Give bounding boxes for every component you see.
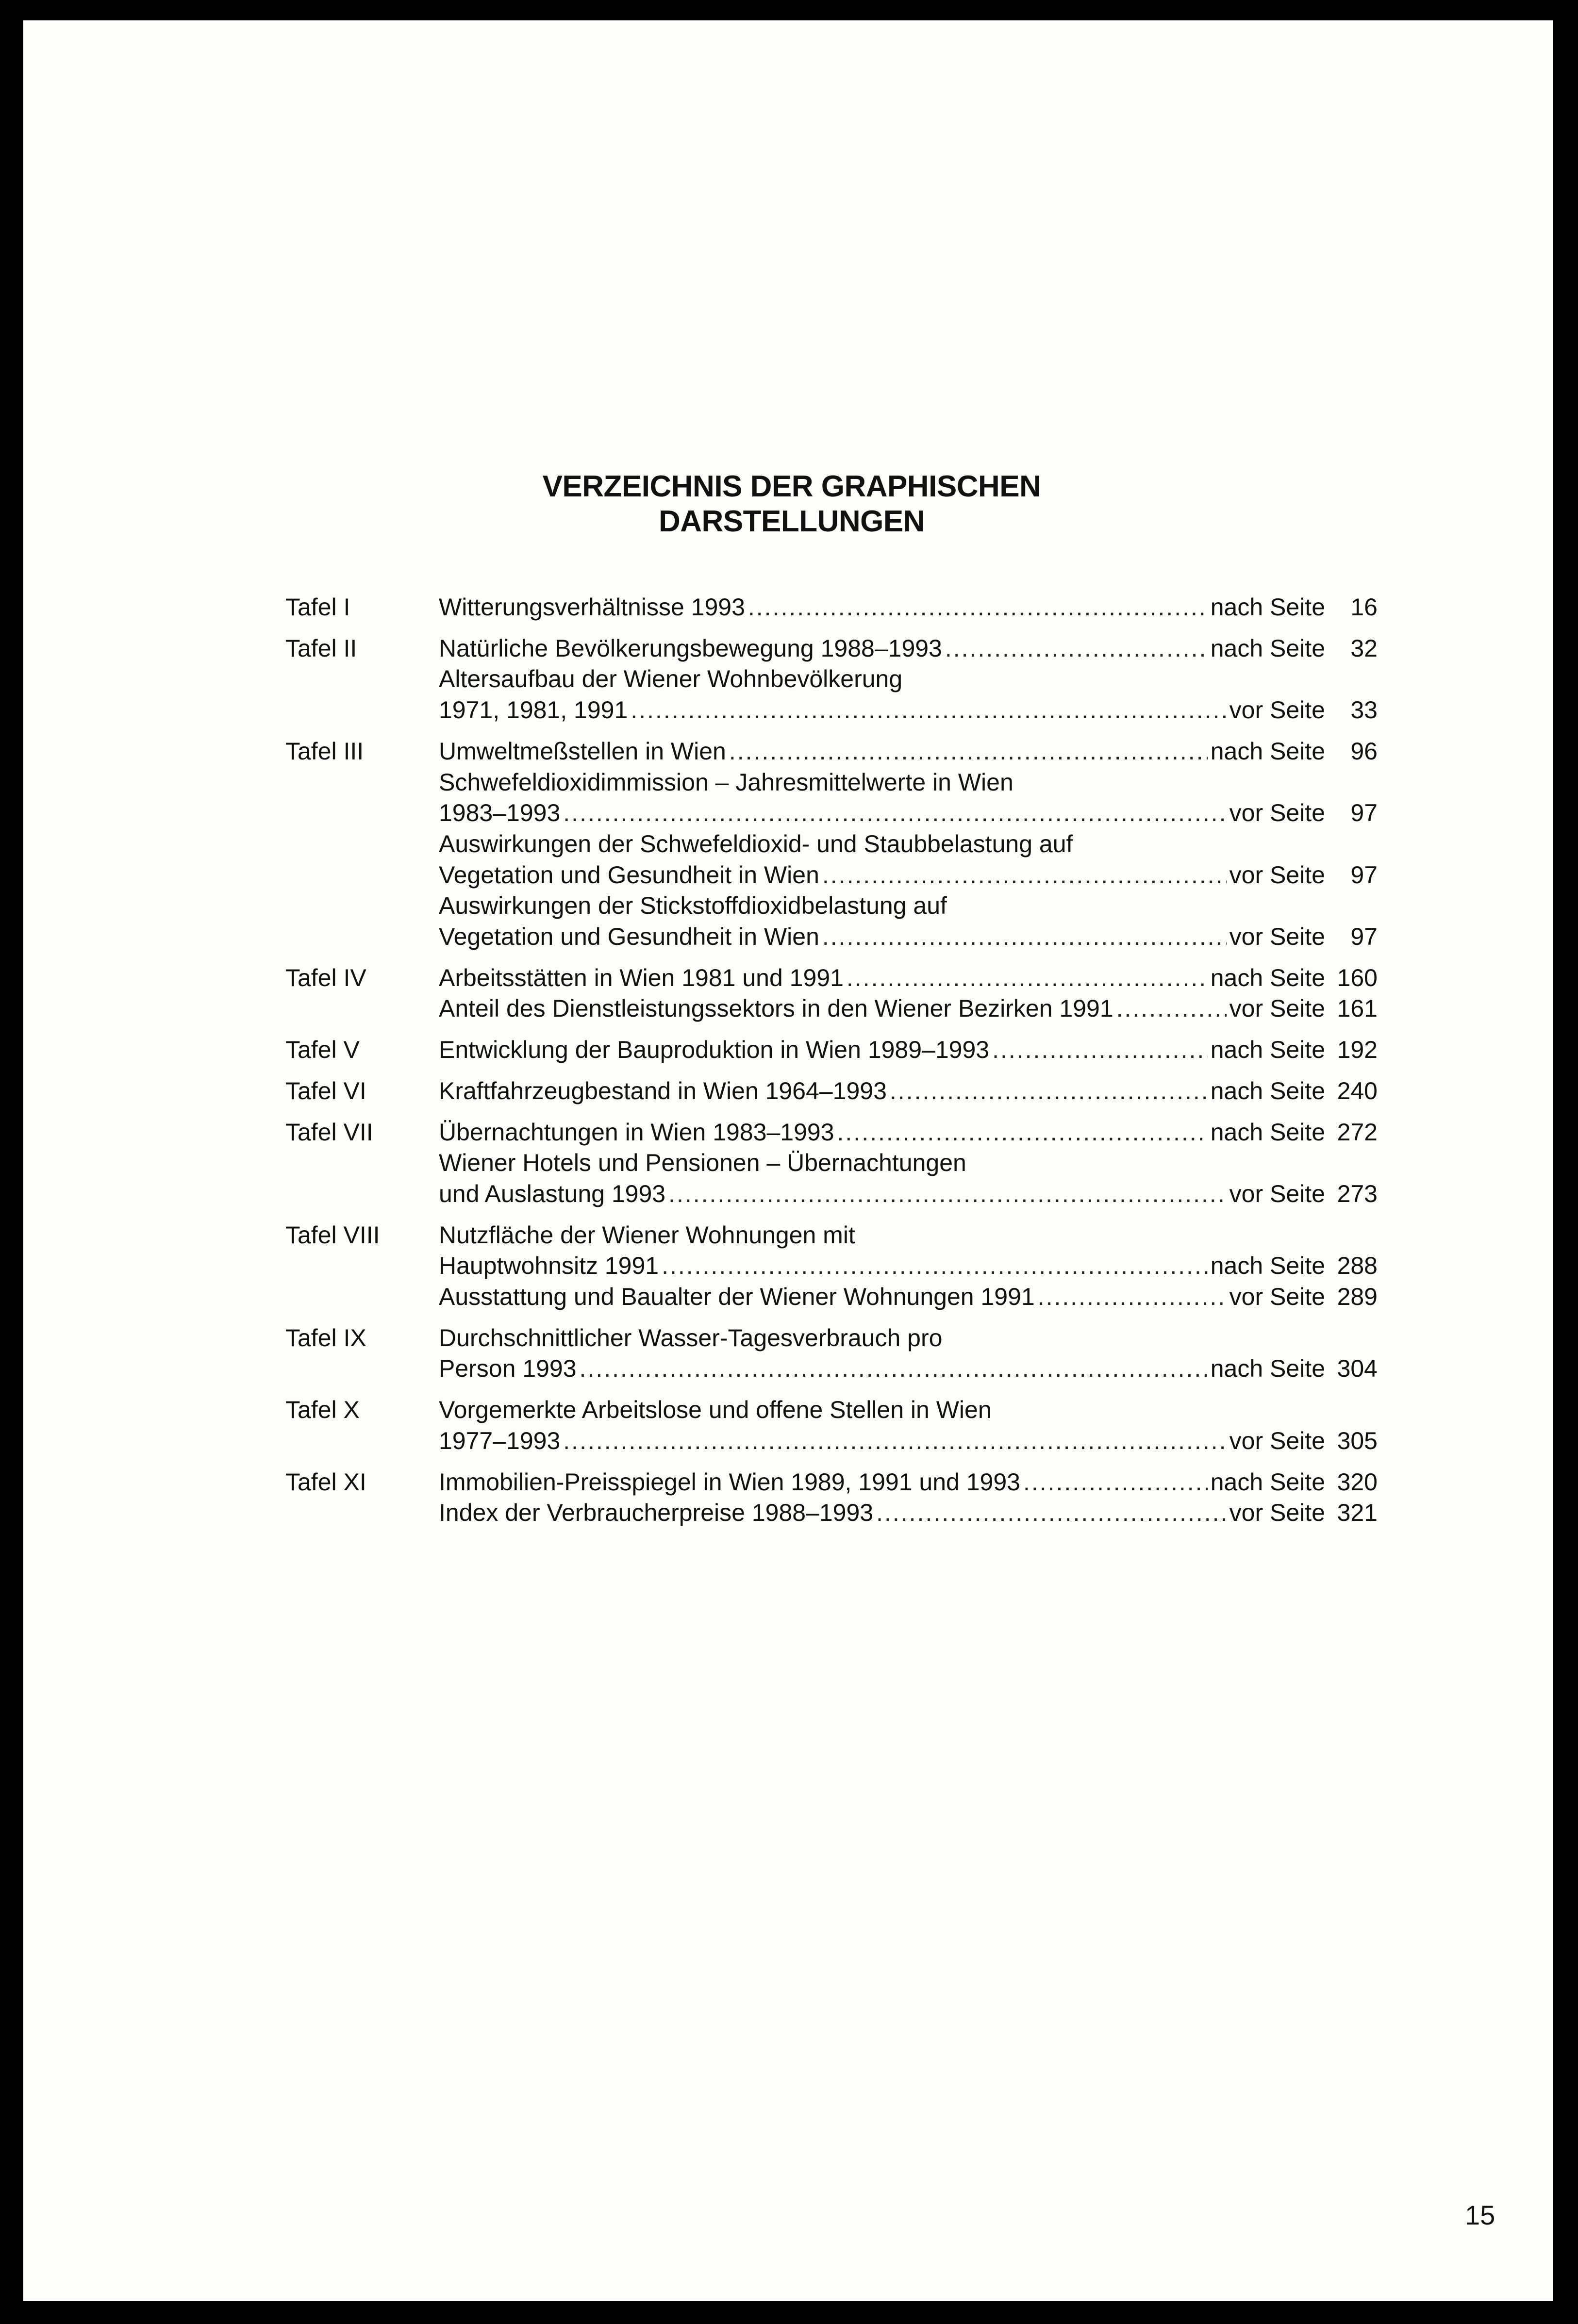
toc-entry (439, 664, 1378, 725)
toc-group (285, 1467, 1378, 1529)
entry-leader-line (439, 633, 1378, 664)
entry-title-line: 1971, 1981, 1991 (439, 696, 628, 724)
dot-leader (662, 1251, 1208, 1282)
toc-entry (439, 1395, 1378, 1456)
entry-leader-line (439, 1498, 1378, 1529)
toc-group (285, 1323, 1378, 1385)
plate-label: Tafel IV (285, 964, 366, 991)
dot-leader (890, 1076, 1208, 1107)
dot-leader (580, 1353, 1208, 1385)
page-reference-label: nach Seite (1210, 1077, 1325, 1104)
page-reference-label: nach Seite (1210, 634, 1325, 662)
toc-group (285, 1035, 1378, 1066)
page-reference-label: vor Seite (1229, 1499, 1325, 1527)
dot-leader (1038, 1282, 1227, 1313)
plate-label: Tafel IX (285, 1324, 366, 1352)
toc-entries (439, 736, 1378, 953)
entry-leader-line (439, 963, 1378, 994)
toc-group (285, 1117, 1378, 1210)
entry-leader-line (439, 1076, 1378, 1107)
entry-leader-line (439, 1251, 1378, 1282)
dot-leader (1023, 1467, 1208, 1498)
entry-title-line: Nutzfläche der Wiener Wohnungen mit (439, 1221, 855, 1249)
toc-entries (439, 963, 1378, 1024)
document-page (23, 20, 1553, 2301)
page-reference-label: vor Seite (1229, 799, 1325, 827)
toc-entry (439, 1117, 1378, 1148)
dot-leader (847, 963, 1208, 994)
entry-title-line: Übernachtungen in Wien 1983–1993 (439, 1118, 834, 1146)
page-reference-number: 16 (1350, 593, 1378, 621)
dot-leader (748, 592, 1208, 623)
page-reference-number: 97 (1350, 799, 1378, 827)
toc-entry (439, 1035, 1378, 1066)
toc-entry (439, 1498, 1378, 1529)
dot-leader (668, 1179, 1227, 1210)
page-reference-number: 305 (1337, 1427, 1378, 1454)
toc-group (285, 592, 1378, 623)
page-reference-number: 289 (1337, 1283, 1378, 1311)
page-reference-label: nach Seite (1210, 1118, 1325, 1146)
entry-leader-line (439, 1035, 1378, 1066)
entry-title-line: 1983–1993 (439, 799, 561, 827)
toc-entry (439, 1220, 1378, 1282)
dot-leader (1116, 993, 1227, 1024)
page-reference-number: 272 (1337, 1118, 1378, 1146)
toc-entry (439, 890, 1378, 952)
entry-leader-line (439, 1353, 1378, 1385)
plate-label: Tafel VI (285, 1077, 366, 1104)
page-reference-number: 161 (1337, 995, 1378, 1022)
entry-title-line: Index der Verbraucherpreise 1988–1993 (439, 1499, 874, 1527)
page-reference-number: 96 (1350, 737, 1378, 765)
page-reference-label: vor Seite (1229, 1180, 1325, 1207)
dot-leader (945, 633, 1208, 664)
page-reference-label: nach Seite (1210, 964, 1325, 991)
toc-entries (439, 1395, 1378, 1456)
toc-entry (439, 767, 1378, 829)
toc-group (285, 633, 1378, 726)
entry-title-line: Natürliche Bevölkerungsbewegung 1988–1993 (439, 634, 942, 662)
page-number: 15 (1465, 2200, 1495, 2230)
entry-title-line: Entwicklung der Bauproduktion in Wien 1989–1993 (439, 1036, 990, 1064)
toc-entries (439, 1323, 1378, 1385)
entry-title-line: Altersaufbau der Wiener Wohnbevölkerung (439, 665, 903, 693)
page-reference-label: nach Seite (1210, 1252, 1325, 1280)
entry-leader-line (439, 592, 1378, 623)
entry-leader-line (439, 1117, 1378, 1148)
entry-title-line: 1977–1993 (439, 1427, 561, 1454)
plate-label: Tafel VII (285, 1118, 373, 1146)
plate-label: Tafel XI (285, 1468, 366, 1496)
entry-title-line: Auswirkungen der Schwefeldioxid- und Staubbelastung auf (439, 830, 1073, 857)
plate-label: Tafel I (285, 593, 350, 621)
entry-title-line: und Auslastung 1993 (439, 1180, 666, 1207)
toc-entries (439, 1035, 1378, 1066)
toc-group (285, 736, 1378, 953)
entry-title-line: Vegetation und Gesundheit in Wien (439, 923, 819, 951)
page-reference-label: nach Seite (1210, 1355, 1325, 1383)
toc-entries (439, 1076, 1378, 1107)
plate-label: Tafel X (285, 1396, 360, 1424)
dot-leader (822, 860, 1227, 891)
toc-entry (439, 829, 1378, 890)
entry-leader-line (439, 1282, 1378, 1313)
toc-entry (439, 963, 1378, 994)
dot-leader (876, 1498, 1227, 1529)
dot-leader (837, 1117, 1208, 1148)
page-reference-number: 97 (1350, 861, 1378, 889)
entry-leader-line (439, 1467, 1378, 1498)
page-reference-number: 160 (1337, 964, 1378, 991)
page-reference-label: vor Seite (1229, 696, 1325, 724)
entry-leader-line (439, 922, 1378, 953)
plate-label: Tafel III (285, 737, 364, 765)
toc-group (285, 1395, 1378, 1456)
toc-entries (439, 1220, 1378, 1313)
dot-leader (729, 736, 1208, 767)
entry-title-line: Wiener Hotels und Pensionen – Übernachtungen (439, 1149, 966, 1177)
entry-title-line: Witterungsverhältnisse 1993 (439, 593, 745, 621)
entry-title-line: Vorgemerkte Arbeitslose und offene Stellen in Wien (439, 1396, 992, 1424)
entry-title-line: Kraftfahrzeugbestand in Wien 1964–1993 (439, 1077, 887, 1104)
entry-leader-line (439, 860, 1378, 891)
toc-entry (439, 633, 1378, 664)
page-reference-label: vor Seite (1229, 995, 1325, 1022)
toc-group (285, 1076, 1378, 1107)
page-reference-label: nach Seite (1210, 1036, 1325, 1064)
page-reference-number: 97 (1350, 923, 1378, 951)
page-reference-label: nach Seite (1210, 593, 1325, 621)
toc-entries (439, 592, 1378, 623)
page-reference-number: 240 (1337, 1077, 1378, 1104)
plate-label: Tafel II (285, 634, 357, 662)
page-reference-number: 288 (1337, 1252, 1378, 1280)
page-reference-number: 33 (1350, 696, 1378, 724)
title-line: DARSTELLUNGEN (658, 505, 925, 538)
toc-entries (439, 1117, 1378, 1210)
entry-title-line: Person 1993 (439, 1355, 577, 1383)
page-reference-number: 320 (1337, 1468, 1378, 1496)
title-line: VERZEICHNIS DER GRAPHISCHEN (542, 470, 1041, 503)
entry-title-line: Vegetation und Gesundheit in Wien (439, 861, 819, 889)
toc-group (285, 1220, 1378, 1313)
entry-leader-line (439, 993, 1378, 1024)
entry-title-line: Schwefeldioxidimmission – Jahresmittelwerte in Wien (439, 768, 1013, 796)
entry-title-line: Immobilien-Preisspiegel in Wien 1989, 1991 und 1993 (439, 1468, 1020, 1496)
page-reference-number: 192 (1337, 1036, 1378, 1064)
toc-entry (439, 1148, 1378, 1209)
dot-leader (822, 922, 1227, 953)
toc-entries (439, 1467, 1378, 1529)
plate-label: Tafel V (285, 1036, 360, 1064)
entry-leader-line (439, 1179, 1378, 1210)
toc-entry (439, 592, 1378, 623)
page-reference-number: 321 (1337, 1499, 1378, 1527)
plate-label: Tafel VIII (285, 1221, 380, 1249)
page-reference-label: vor Seite (1229, 861, 1325, 889)
toc-entries (439, 633, 1378, 726)
page-reference-number: 304 (1337, 1355, 1378, 1383)
entry-title-line: Auswirkungen der Stickstoffdioxidbelastung auf (439, 892, 947, 920)
page-reference-label: nach Seite (1210, 1468, 1325, 1496)
entry-title-line: Durchschnittlicher Wasser-Tagesverbrauch pro (439, 1324, 943, 1352)
entry-title-line: Hauptwohnsitz 1991 (439, 1252, 659, 1280)
entry-leader-line (439, 736, 1378, 767)
entry-title-line: Ausstattung und Baualter der Wiener Wohnungen 1991 (439, 1283, 1035, 1311)
toc-entry (439, 1467, 1378, 1498)
toc-entry (439, 993, 1378, 1024)
page-reference-label: vor Seite (1229, 923, 1325, 951)
page-reference-label: vor Seite (1229, 1427, 1325, 1454)
page-reference-number: 273 (1337, 1180, 1378, 1207)
table-of-figures (285, 592, 1378, 1539)
dot-leader (563, 1426, 1226, 1457)
page-reference-label: nach Seite (1210, 737, 1325, 765)
page-reference-number: 32 (1350, 634, 1378, 662)
toc-group (285, 963, 1378, 1024)
entry-leader-line (439, 798, 1378, 829)
dot-leader (992, 1035, 1208, 1066)
toc-entry (439, 1076, 1378, 1107)
page-title (23, 469, 1553, 539)
dot-leader (563, 798, 1226, 829)
dot-leader (631, 695, 1226, 726)
toc-entry (439, 1282, 1378, 1313)
entry-title-line: Anteil des Dienstleistungssektors in den Wiener Bezirken 1991 (439, 995, 1113, 1022)
toc-entry (439, 1323, 1378, 1385)
entry-title-line: Arbeitsstätten in Wien 1981 und 1991 (439, 964, 844, 991)
entry-title-line: Umweltmeßstellen in Wien (439, 737, 726, 765)
entry-leader-line (439, 1426, 1378, 1457)
entry-leader-line (439, 695, 1378, 726)
page-reference-label: vor Seite (1229, 1283, 1325, 1311)
toc-entry (439, 736, 1378, 767)
